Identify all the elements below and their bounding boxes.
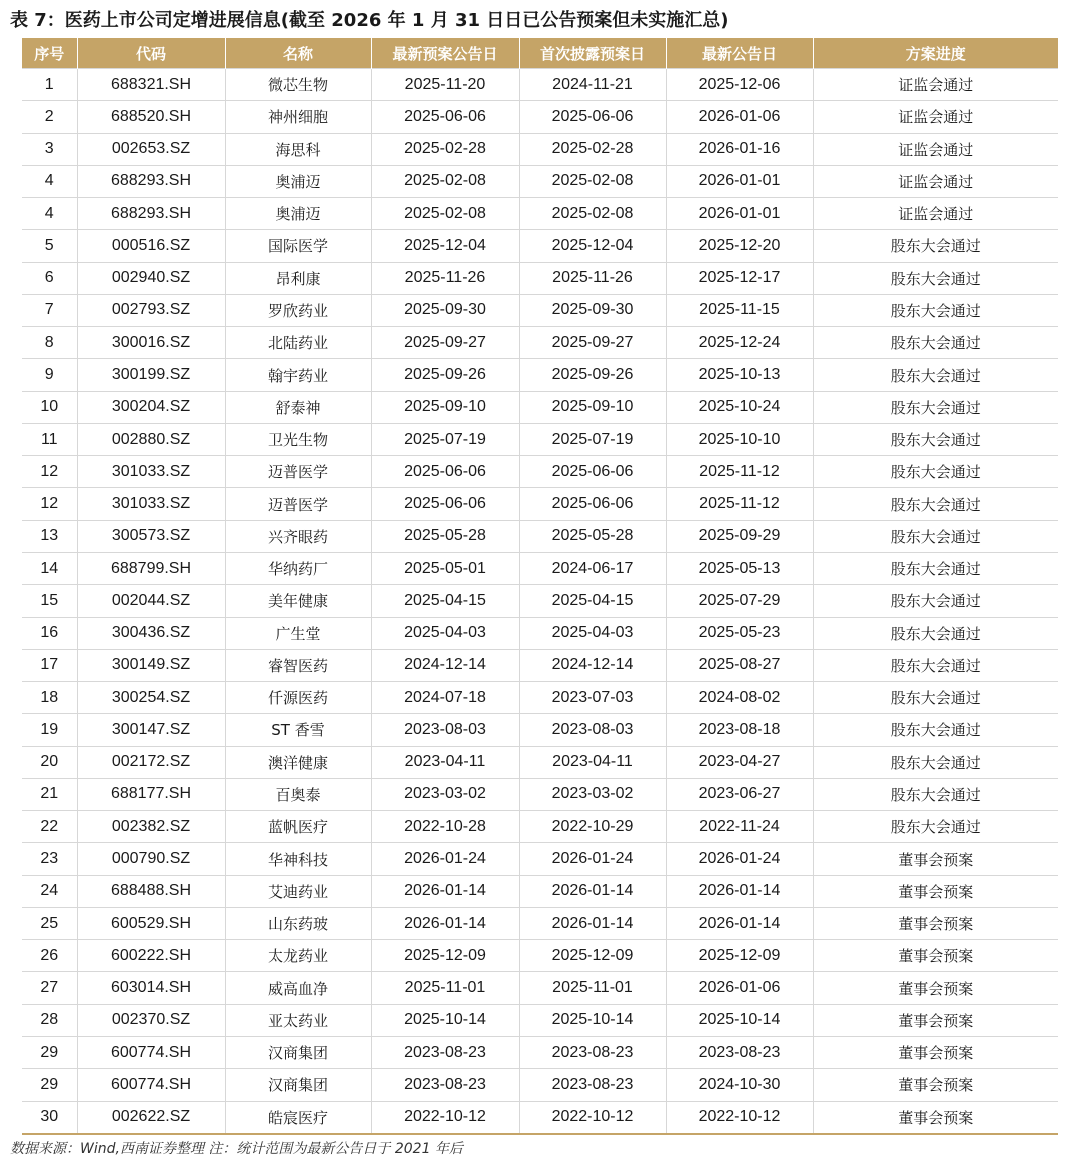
cell-plan-progress: 股东大会通过	[813, 552, 1058, 584]
cell-plan-progress: 股东大会通过	[813, 520, 1058, 552]
cell-code: 002653.SZ	[77, 133, 225, 165]
cell-first-disclosure-date: 2025-02-08	[519, 165, 666, 197]
placement-progress-table	[22, 38, 1058, 1135]
cell-code: 688488.SH	[77, 875, 225, 907]
cell-code: 002382.SZ	[77, 811, 225, 843]
cell-latest-plan-date: 2024-07-18	[371, 682, 519, 714]
cell-code: 300147.SZ	[77, 714, 225, 746]
cell-code: 688799.SH	[77, 552, 225, 584]
column-header-name: 名称	[225, 38, 371, 69]
cell-latest-plan-date: 2023-08-23	[371, 1069, 519, 1101]
table-row	[22, 423, 1058, 455]
cell-first-disclosure-date: 2025-10-14	[519, 1004, 666, 1036]
cell-name: 太龙药业	[225, 940, 371, 972]
cell-name: 汉商集团	[225, 1069, 371, 1101]
cell-first-disclosure-date: 2025-02-08	[519, 198, 666, 230]
cell-first-disclosure-date: 2025-06-06	[519, 456, 666, 488]
table-row	[22, 778, 1058, 810]
cell-latest-plan-date: 2025-09-27	[371, 327, 519, 359]
cell-seq: 30	[22, 1101, 77, 1134]
cell-plan-progress: 证监会通过	[813, 101, 1058, 133]
cell-name: 威高血净	[225, 972, 371, 1004]
cell-code: 002044.SZ	[77, 585, 225, 617]
cell-plan-progress: 董事会预案	[813, 940, 1058, 972]
cell-name: 华神科技	[225, 843, 371, 875]
cell-latest-announcement-date: 2025-10-24	[666, 391, 813, 423]
cell-latest-announcement-date: 2026-01-14	[666, 907, 813, 939]
table-row	[22, 1101, 1058, 1134]
cell-seq: 24	[22, 875, 77, 907]
cell-latest-announcement-date: 2025-11-12	[666, 456, 813, 488]
cell-name: 奥浦迈	[225, 198, 371, 230]
cell-seq: 2	[22, 101, 77, 133]
cell-plan-progress: 董事会预案	[813, 972, 1058, 1004]
cell-first-disclosure-date: 2025-09-10	[519, 391, 666, 423]
cell-name: 卫光生物	[225, 423, 371, 455]
cell-name: 汉商集团	[225, 1036, 371, 1068]
cell-latest-announcement-date: 2023-06-27	[666, 778, 813, 810]
cell-code: 002793.SZ	[77, 294, 225, 326]
cell-first-disclosure-date: 2025-07-19	[519, 423, 666, 455]
cell-latest-announcement-date: 2026-01-06	[666, 972, 813, 1004]
cell-name: 昂利康	[225, 262, 371, 294]
cell-latest-announcement-date: 2024-10-30	[666, 1069, 813, 1101]
cell-seq: 13	[22, 520, 77, 552]
cell-code: 600774.SH	[77, 1069, 225, 1101]
table-row	[22, 294, 1058, 326]
cell-name: ST 香雪	[225, 714, 371, 746]
cell-first-disclosure-date: 2025-11-01	[519, 972, 666, 1004]
table-row	[22, 940, 1058, 972]
cell-plan-progress: 股东大会通过	[813, 746, 1058, 778]
cell-code: 002172.SZ	[77, 746, 225, 778]
cell-name: 山东药玻	[225, 907, 371, 939]
cell-latest-announcement-date: 2025-10-10	[666, 423, 813, 455]
cell-plan-progress: 股东大会通过	[813, 617, 1058, 649]
cell-name: 艾迪药业	[225, 875, 371, 907]
cell-first-disclosure-date: 2023-08-23	[519, 1036, 666, 1068]
cell-latest-plan-date: 2025-04-03	[371, 617, 519, 649]
table-row	[22, 520, 1058, 552]
cell-plan-progress: 股东大会通过	[813, 327, 1058, 359]
cell-latest-announcement-date: 2025-10-13	[666, 359, 813, 391]
cell-latest-announcement-date: 2023-08-23	[666, 1036, 813, 1068]
cell-seq: 8	[22, 327, 77, 359]
cell-latest-announcement-date: 2025-05-13	[666, 552, 813, 584]
table-row	[22, 456, 1058, 488]
cell-seq: 18	[22, 682, 77, 714]
cell-name: 微芯生物	[225, 69, 371, 101]
cell-latest-plan-date: 2025-06-06	[371, 456, 519, 488]
table-row	[22, 875, 1058, 907]
cell-plan-progress: 董事会预案	[813, 1101, 1058, 1134]
cell-latest-plan-date: 2025-04-15	[371, 585, 519, 617]
cell-first-disclosure-date: 2023-08-03	[519, 714, 666, 746]
cell-plan-progress: 股东大会通过	[813, 649, 1058, 681]
cell-plan-progress: 董事会预案	[813, 1036, 1058, 1068]
cell-first-disclosure-date: 2025-11-26	[519, 262, 666, 294]
source-note: 数据来源：Wind,西南证券整理 注：统计范围为最新公告日于 2021 年后	[10, 1141, 463, 1157]
cell-seq: 10	[22, 391, 77, 423]
cell-first-disclosure-date: 2023-08-23	[519, 1069, 666, 1101]
cell-latest-announcement-date: 2026-01-14	[666, 875, 813, 907]
cell-plan-progress: 证监会通过	[813, 133, 1058, 165]
table-row	[22, 133, 1058, 165]
cell-latest-plan-date: 2025-06-06	[371, 101, 519, 133]
cell-first-disclosure-date: 2025-06-06	[519, 488, 666, 520]
table-title: 表 7：医药上市公司定增进展信息(截至 2026 年 1 月 31 日日已公告预案但未实施汇总)	[10, 10, 729, 31]
cell-latest-plan-date: 2023-03-02	[371, 778, 519, 810]
cell-plan-progress: 股东大会通过	[813, 359, 1058, 391]
cell-latest-plan-date: 2023-08-23	[371, 1036, 519, 1068]
cell-seq: 16	[22, 617, 77, 649]
table-row	[22, 359, 1058, 391]
cell-latest-plan-date: 2025-06-06	[371, 488, 519, 520]
cell-name: 仟源医药	[225, 682, 371, 714]
table-row	[22, 649, 1058, 681]
cell-plan-progress: 股东大会通过	[813, 391, 1058, 423]
cell-latest-plan-date: 2025-11-01	[371, 972, 519, 1004]
cell-seq: 1	[22, 69, 77, 101]
table-row	[22, 1036, 1058, 1068]
cell-latest-plan-date: 2025-10-14	[371, 1004, 519, 1036]
cell-latest-announcement-date: 2025-12-20	[666, 230, 813, 262]
cell-latest-announcement-date: 2025-11-12	[666, 488, 813, 520]
cell-latest-plan-date: 2025-09-10	[371, 391, 519, 423]
cell-seq: 17	[22, 649, 77, 681]
cell-plan-progress: 股东大会通过	[813, 682, 1058, 714]
table-row	[22, 811, 1058, 843]
cell-first-disclosure-date: 2024-11-21	[519, 69, 666, 101]
cell-name: 蓝帆医疗	[225, 811, 371, 843]
cell-latest-announcement-date: 2025-11-15	[666, 294, 813, 326]
cell-latest-announcement-date: 2025-10-14	[666, 1004, 813, 1036]
cell-first-disclosure-date: 2025-09-26	[519, 359, 666, 391]
cell-seq: 28	[22, 1004, 77, 1036]
cell-latest-announcement-date: 2025-12-24	[666, 327, 813, 359]
cell-seq: 29	[22, 1036, 77, 1068]
cell-latest-announcement-date: 2026-01-01	[666, 165, 813, 197]
cell-latest-announcement-date: 2025-12-17	[666, 262, 813, 294]
cell-name: 翰宇药业	[225, 359, 371, 391]
cell-seq: 23	[22, 843, 77, 875]
cell-latest-announcement-date: 2022-11-24	[666, 811, 813, 843]
cell-latest-announcement-date: 2025-12-06	[666, 69, 813, 101]
cell-code: 000790.SZ	[77, 843, 225, 875]
cell-plan-progress: 董事会预案	[813, 1069, 1058, 1101]
cell-first-disclosure-date: 2026-01-14	[519, 875, 666, 907]
table-row	[22, 327, 1058, 359]
table-body	[22, 69, 1058, 1134]
column-header-seq: 序号	[22, 38, 77, 69]
cell-first-disclosure-date: 2025-04-15	[519, 585, 666, 617]
cell-plan-progress: 股东大会通过	[813, 230, 1058, 262]
cell-name: 百奥泰	[225, 778, 371, 810]
cell-code: 002880.SZ	[77, 423, 225, 455]
cell-seq: 25	[22, 907, 77, 939]
cell-code: 301033.SZ	[77, 488, 225, 520]
cell-plan-progress: 股东大会通过	[813, 714, 1058, 746]
cell-seq: 4	[22, 198, 77, 230]
cell-first-disclosure-date: 2025-12-04	[519, 230, 666, 262]
cell-plan-progress: 证监会通过	[813, 165, 1058, 197]
cell-seq: 5	[22, 230, 77, 262]
cell-code: 688177.SH	[77, 778, 225, 810]
cell-name: 华纳药厂	[225, 552, 371, 584]
cell-seq: 12	[22, 488, 77, 520]
table-row	[22, 1004, 1058, 1036]
cell-code: 300254.SZ	[77, 682, 225, 714]
cell-name: 北陆药业	[225, 327, 371, 359]
cell-plan-progress: 股东大会通过	[813, 423, 1058, 455]
cell-latest-plan-date: 2025-12-04	[371, 230, 519, 262]
cell-name: 兴齐眼药	[225, 520, 371, 552]
table-row	[22, 682, 1058, 714]
cell-plan-progress: 证监会通过	[813, 69, 1058, 101]
cell-seq: 6	[22, 262, 77, 294]
cell-code: 300573.SZ	[77, 520, 225, 552]
cell-seq: 27	[22, 972, 77, 1004]
cell-latest-plan-date: 2023-04-11	[371, 746, 519, 778]
cell-plan-progress: 董事会预案	[813, 907, 1058, 939]
table-row	[22, 585, 1058, 617]
cell-first-disclosure-date: 2025-02-28	[519, 133, 666, 165]
table-row	[22, 907, 1058, 939]
cell-code: 688293.SH	[77, 198, 225, 230]
header-row	[22, 38, 1058, 69]
cell-seq: 20	[22, 746, 77, 778]
cell-latest-plan-date: 2025-02-08	[371, 165, 519, 197]
cell-name: 海思科	[225, 133, 371, 165]
cell-seq: 29	[22, 1069, 77, 1101]
cell-latest-announcement-date: 2026-01-16	[666, 133, 813, 165]
cell-latest-plan-date: 2026-01-14	[371, 907, 519, 939]
cell-name: 澳洋健康	[225, 746, 371, 778]
cell-first-disclosure-date: 2026-01-14	[519, 907, 666, 939]
cell-code: 301033.SZ	[77, 456, 225, 488]
cell-code: 688321.SH	[77, 69, 225, 101]
cell-latest-announcement-date: 2024-08-02	[666, 682, 813, 714]
cell-latest-announcement-date: 2026-01-01	[666, 198, 813, 230]
cell-code: 300149.SZ	[77, 649, 225, 681]
cell-first-disclosure-date: 2024-12-14	[519, 649, 666, 681]
cell-first-disclosure-date: 2025-09-27	[519, 327, 666, 359]
cell-name: 亚太药业	[225, 1004, 371, 1036]
table-row	[22, 843, 1058, 875]
cell-seq: 3	[22, 133, 77, 165]
table-row	[22, 69, 1058, 101]
cell-plan-progress: 董事会预案	[813, 1004, 1058, 1036]
cell-latest-plan-date: 2025-09-26	[371, 359, 519, 391]
cell-code: 002622.SZ	[77, 1101, 225, 1134]
cell-latest-announcement-date: 2025-12-09	[666, 940, 813, 972]
cell-code: 000516.SZ	[77, 230, 225, 262]
table-row	[22, 101, 1058, 133]
cell-seq: 21	[22, 778, 77, 810]
table-row	[22, 1069, 1058, 1101]
cell-seq: 15	[22, 585, 77, 617]
cell-code: 300016.SZ	[77, 327, 225, 359]
cell-first-disclosure-date: 2025-05-28	[519, 520, 666, 552]
table-header	[22, 38, 1058, 69]
cell-latest-plan-date: 2025-02-08	[371, 198, 519, 230]
cell-code: 002370.SZ	[77, 1004, 225, 1036]
cell-code: 600774.SH	[77, 1036, 225, 1068]
table-row	[22, 262, 1058, 294]
cell-plan-progress: 股东大会通过	[813, 585, 1058, 617]
cell-seq: 4	[22, 165, 77, 197]
table-row	[22, 198, 1058, 230]
column-header-first-disclosure-date: 首次披露预案日	[519, 38, 666, 69]
cell-plan-progress: 证监会通过	[813, 198, 1058, 230]
cell-seq: 14	[22, 552, 77, 584]
cell-name: 罗欣药业	[225, 294, 371, 326]
cell-seq: 11	[22, 423, 77, 455]
cell-name: 舒泰神	[225, 391, 371, 423]
cell-plan-progress: 股东大会通过	[813, 262, 1058, 294]
cell-first-disclosure-date: 2023-03-02	[519, 778, 666, 810]
cell-latest-plan-date: 2025-11-20	[371, 69, 519, 101]
cell-first-disclosure-date: 2023-04-11	[519, 746, 666, 778]
cell-seq: 9	[22, 359, 77, 391]
cell-latest-plan-date: 2024-12-14	[371, 649, 519, 681]
cell-name: 迈普医学	[225, 488, 371, 520]
cell-seq: 22	[22, 811, 77, 843]
cell-plan-progress: 股东大会通过	[813, 811, 1058, 843]
cell-first-disclosure-date: 2022-10-29	[519, 811, 666, 843]
cell-code: 688293.SH	[77, 165, 225, 197]
cell-latest-plan-date: 2025-07-19	[371, 423, 519, 455]
cell-name: 美年健康	[225, 585, 371, 617]
cell-name: 迈普医学	[225, 456, 371, 488]
cell-latest-plan-date: 2022-10-28	[371, 811, 519, 843]
cell-latest-plan-date: 2023-08-03	[371, 714, 519, 746]
cell-code: 603014.SH	[77, 972, 225, 1004]
cell-name: 广生堂	[225, 617, 371, 649]
cell-first-disclosure-date: 2025-12-09	[519, 940, 666, 972]
cell-latest-announcement-date: 2025-08-27	[666, 649, 813, 681]
table-row	[22, 391, 1058, 423]
cell-plan-progress: 股东大会通过	[813, 456, 1058, 488]
cell-code: 688520.SH	[77, 101, 225, 133]
cell-first-disclosure-date: 2024-06-17	[519, 552, 666, 584]
cell-latest-plan-date: 2026-01-24	[371, 843, 519, 875]
cell-latest-announcement-date: 2025-05-23	[666, 617, 813, 649]
cell-plan-progress: 董事会预案	[813, 875, 1058, 907]
cell-latest-announcement-date: 2025-07-29	[666, 585, 813, 617]
table-row	[22, 230, 1058, 262]
cell-seq: 7	[22, 294, 77, 326]
column-header-plan-progress: 方案进度	[813, 38, 1058, 69]
table-row	[22, 746, 1058, 778]
cell-code: 300436.SZ	[77, 617, 225, 649]
cell-latest-plan-date: 2025-09-30	[371, 294, 519, 326]
cell-code: 002940.SZ	[77, 262, 225, 294]
cell-latest-announcement-date: 2023-04-27	[666, 746, 813, 778]
cell-latest-plan-date: 2025-12-09	[371, 940, 519, 972]
cell-latest-plan-date: 2022-10-12	[371, 1101, 519, 1134]
cell-first-disclosure-date: 2025-06-06	[519, 101, 666, 133]
cell-latest-plan-date: 2025-05-28	[371, 520, 519, 552]
cell-latest-announcement-date: 2026-01-06	[666, 101, 813, 133]
cell-code: 600529.SH	[77, 907, 225, 939]
cell-plan-progress: 董事会预案	[813, 843, 1058, 875]
cell-first-disclosure-date: 2022-10-12	[519, 1101, 666, 1134]
cell-name: 奥浦迈	[225, 165, 371, 197]
cell-seq: 19	[22, 714, 77, 746]
column-header-code: 代码	[77, 38, 225, 69]
cell-name: 睿智医药	[225, 649, 371, 681]
cell-plan-progress: 股东大会通过	[813, 488, 1058, 520]
cell-latest-announcement-date: 2025-09-29	[666, 520, 813, 552]
cell-code: 300199.SZ	[77, 359, 225, 391]
cell-plan-progress: 股东大会通过	[813, 778, 1058, 810]
cell-latest-plan-date: 2025-11-26	[371, 262, 519, 294]
cell-code: 600222.SH	[77, 940, 225, 972]
column-header-latest-plan-date: 最新预案公告日	[371, 38, 519, 69]
cell-seq: 12	[22, 456, 77, 488]
table-row	[22, 165, 1058, 197]
cell-plan-progress: 股东大会通过	[813, 294, 1058, 326]
cell-name: 皓宸医疗	[225, 1101, 371, 1134]
table-row	[22, 488, 1058, 520]
table-row	[22, 617, 1058, 649]
cell-latest-announcement-date: 2023-08-18	[666, 714, 813, 746]
cell-latest-plan-date: 2026-01-14	[371, 875, 519, 907]
column-header-latest-announcement-date: 最新公告日	[666, 38, 813, 69]
cell-latest-plan-date: 2025-02-28	[371, 133, 519, 165]
cell-latest-announcement-date: 2022-10-12	[666, 1101, 813, 1134]
cell-seq: 26	[22, 940, 77, 972]
cell-name: 神州细胞	[225, 101, 371, 133]
table-row	[22, 552, 1058, 584]
cell-latest-plan-date: 2025-05-01	[371, 552, 519, 584]
cell-first-disclosure-date: 2025-09-30	[519, 294, 666, 326]
cell-first-disclosure-date: 2025-04-03	[519, 617, 666, 649]
table-row	[22, 972, 1058, 1004]
cell-first-disclosure-date: 2023-07-03	[519, 682, 666, 714]
cell-code: 300204.SZ	[77, 391, 225, 423]
cell-latest-announcement-date: 2026-01-24	[666, 843, 813, 875]
table-row	[22, 714, 1058, 746]
cell-name: 国际医学	[225, 230, 371, 262]
cell-first-disclosure-date: 2026-01-24	[519, 843, 666, 875]
